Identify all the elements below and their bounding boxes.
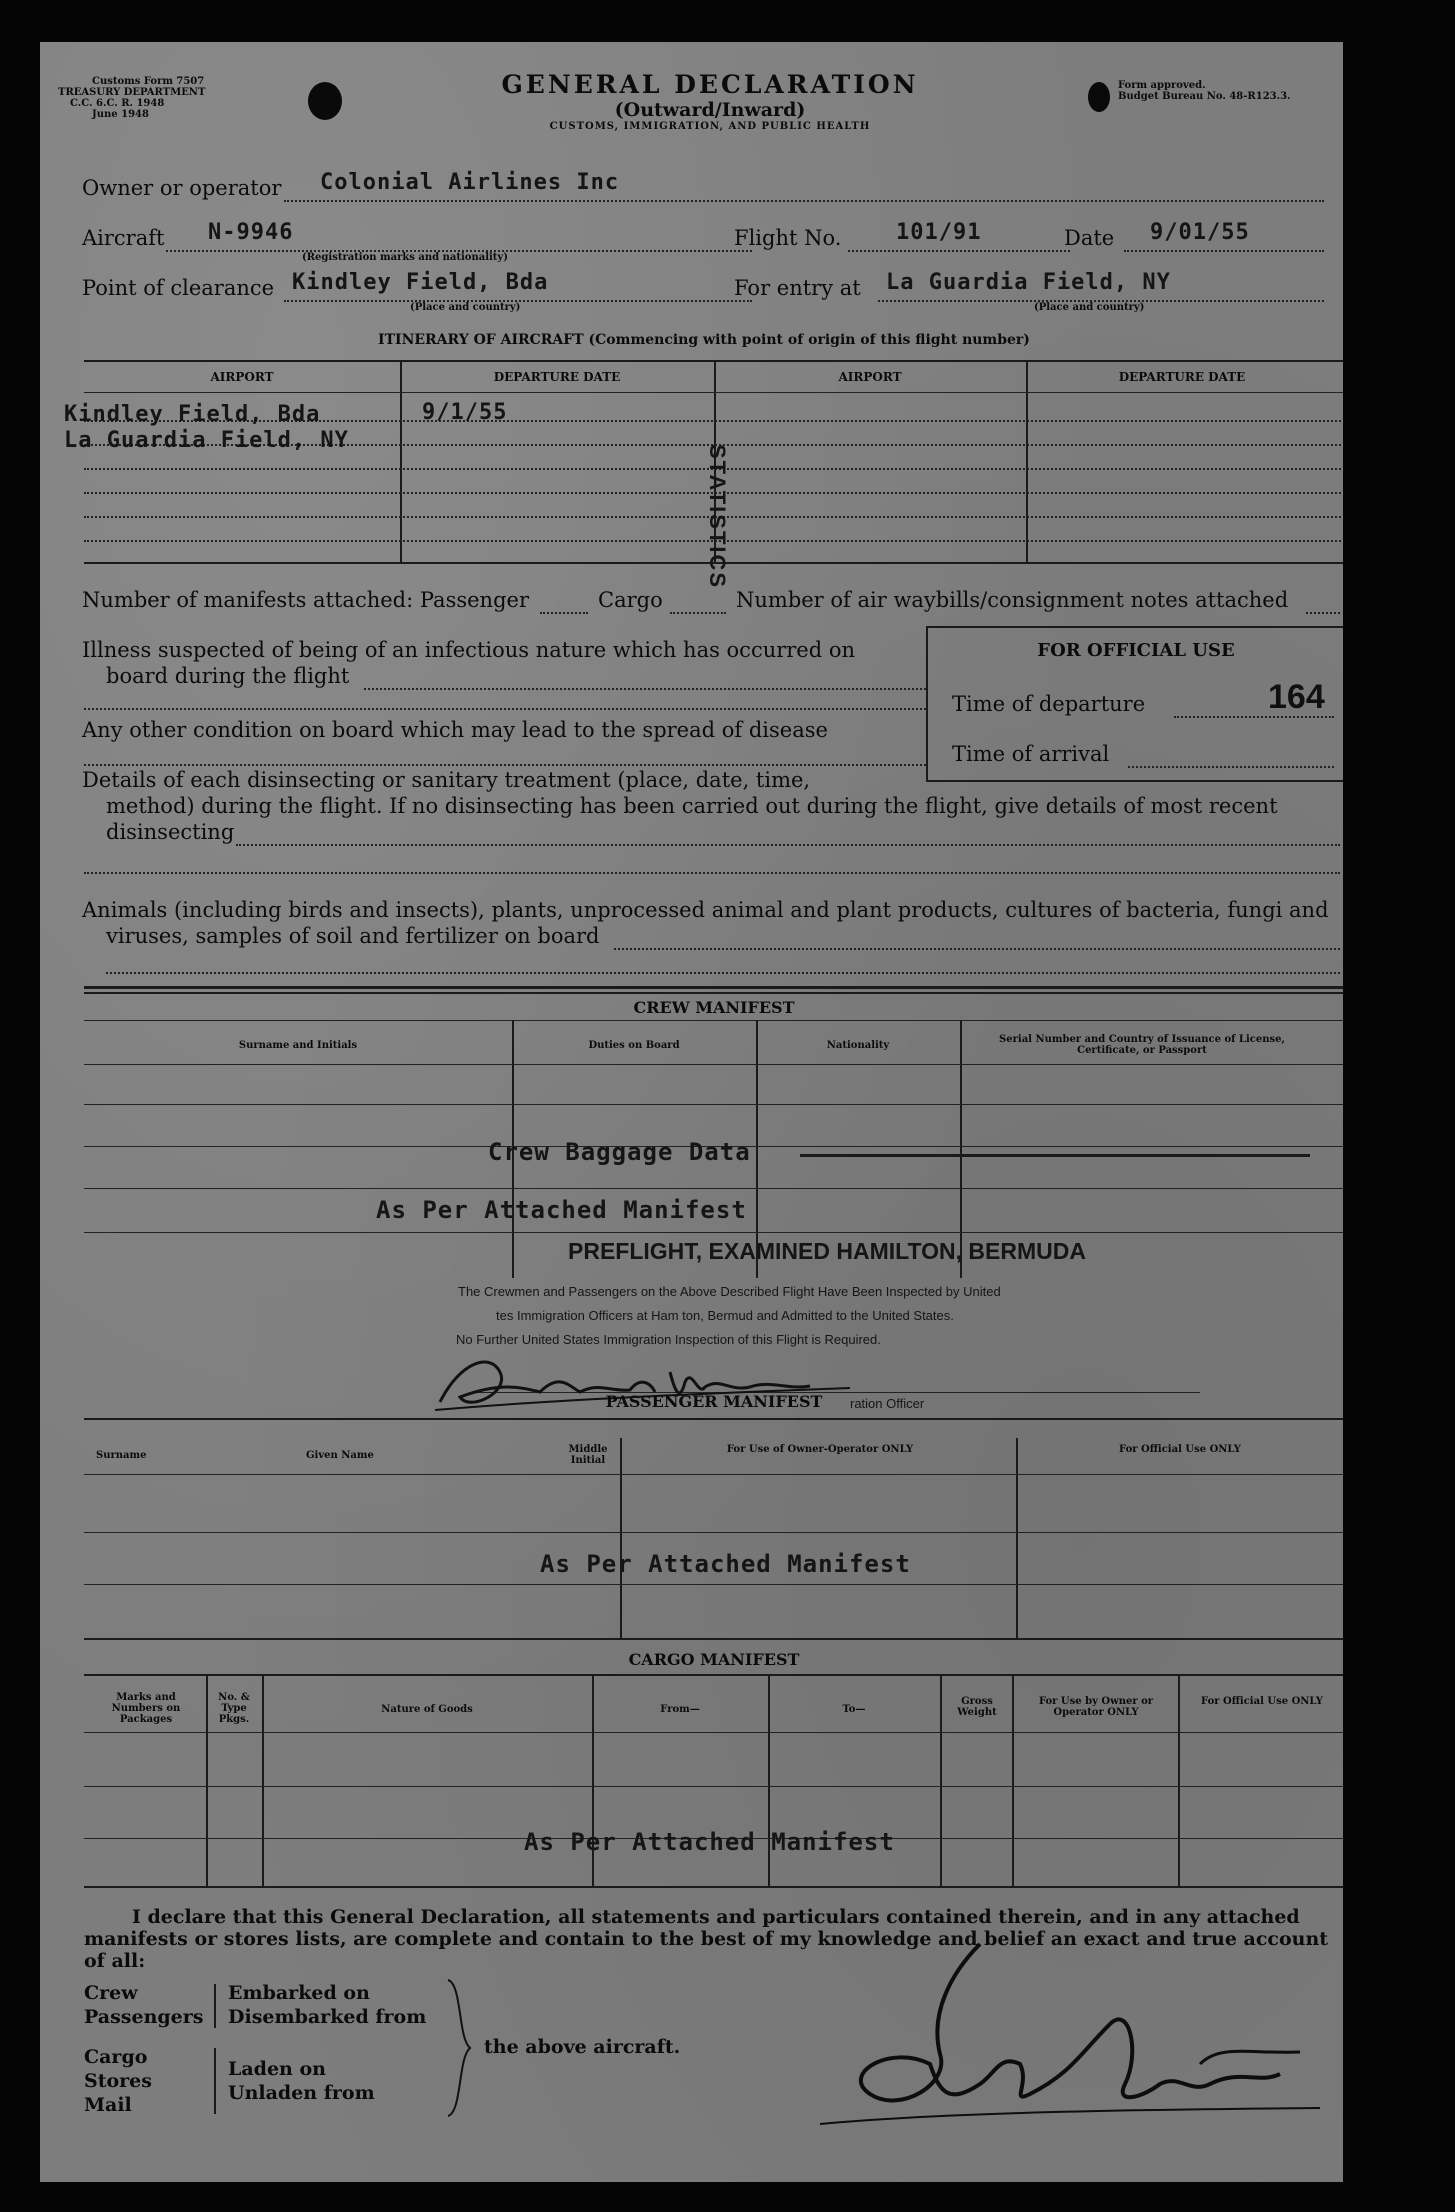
decl-brace [444, 1978, 474, 2118]
cargo-title: CARGO MANIFEST [628, 1650, 800, 1669]
condition-line: Any other condition on board which may lead to the spread of disease [82, 718, 828, 742]
cargo-col-owner: For Use by Owner or Operator ONLY [1038, 1696, 1154, 1718]
passenger-typed-manifest: As Per Attached Manifest [540, 1550, 911, 1578]
passenger-col-divider-2 [1016, 1438, 1018, 1638]
decl-bracket-2 [214, 2048, 216, 2114]
date-value: 9/01/55 [1150, 220, 1250, 245]
animals-line-1: Animals (including birds and insects), plants, unprocessed animal and plant products, cultures of bacteria, fungi and [82, 898, 1329, 922]
form-line-3: C.C. 6.C. R. 1948 [70, 98, 165, 109]
passenger-manifest-label: Number of manifests attached: Passenger [82, 588, 529, 612]
declaration-line-1: I declare that this General Declaration, all statements and particulars contained therein, and in any attached [132, 1906, 1300, 1928]
crew-col-surname: Surname and Initials [238, 1040, 358, 1051]
animals-answer-line [614, 948, 1340, 950]
crew-col-duties: Duties on Board [588, 1040, 680, 1051]
form-number-block [58, 76, 205, 120]
crew-top-rule-1 [84, 986, 1343, 989]
entry-value: La Guardia Field, NY [886, 270, 1171, 295]
illness-answer-line-2 [84, 708, 926, 710]
cargo-manifest-line [670, 612, 726, 614]
decl-unladen: Unladen from [228, 2082, 375, 2104]
officer-caption: ration Officer [850, 1396, 925, 1411]
decl-disembarked: Disembarked from [228, 2006, 427, 2028]
cargo-col-from: From— [660, 1704, 700, 1715]
animals-answer-line-2 [106, 972, 1340, 974]
punch-hole-left [308, 82, 342, 120]
illness-answer-line [364, 688, 926, 690]
passenger-col-official: For Official Use ONLY [1119, 1444, 1241, 1455]
decl-stores: Stores [84, 2070, 152, 2092]
illness-line-1: Illness suspected of being of an infectious nature which has occurred on [82, 638, 856, 662]
passenger-col-divider-1 [620, 1438, 622, 1638]
clearance-caption: (Place and country) [410, 302, 521, 313]
entry-caption: (Place and country) [1034, 302, 1145, 313]
preflight-stamp-line-2: tes Immigration Officers at Ham ton, Bermud and Admitted to the United States. [496, 1308, 954, 1323]
cargo-col-marks: Marks and Numbers on Packages [111, 1692, 181, 1725]
decl-mail: Mail [84, 2094, 132, 2116]
date-label: Date [1064, 226, 1115, 250]
preflight-stamp-line-3: No Further United States Immigration Inspection of this Flight is Required. [456, 1332, 881, 1347]
crew-typed-manifest: As Per Attached Manifest [376, 1196, 747, 1224]
itinerary-row-1-airport: Kindley Field, Bda [64, 402, 321, 427]
itinerary-col-divider-3 [1026, 360, 1028, 562]
passenger-col-given: Given Name [306, 1450, 374, 1461]
crew-row-rule-3 [84, 1188, 1343, 1189]
crew-typed-baggage: Crew Baggage Data [488, 1138, 751, 1166]
arrival-time-line [1128, 766, 1334, 768]
waybills-label: Number of air waybills/consignment notes attached [736, 588, 1289, 612]
crew-title-rule [84, 1020, 1343, 1021]
crew-top-rule-2 [84, 992, 1343, 994]
aircraft-value: N-9946 [208, 220, 294, 245]
departure-time-label: Time of departure [952, 692, 1146, 716]
declaration-line-2: manifests or stores lists, are complete and contain to the best of my knowledge and belief an exact and true account [84, 1928, 1329, 1950]
passenger-row-rule-1 [84, 1532, 1343, 1533]
approval-line-1: Form approved. [1118, 80, 1206, 91]
page-title: GENERAL DECLARATION [501, 70, 919, 99]
animals-line-2: viruses, samples of soil and fertilizer on board [106, 924, 600, 948]
clearance-label: Point of clearance [82, 276, 275, 300]
page-subtitle: (Outward/Inward) [614, 99, 806, 121]
disinsect-answer-line [236, 844, 1340, 846]
disinsect-line-3: disinsecting [106, 820, 235, 844]
form-line-4: June 1948 [92, 109, 149, 120]
cargo-manifest-label: Cargo [598, 588, 663, 612]
approval-block [1118, 80, 1291, 102]
pilot-signature [780, 1934, 1340, 2164]
disinsect-answer-line-2 [84, 872, 1340, 874]
owner-label: Owner or operator [82, 176, 282, 200]
waybills-line [1306, 612, 1340, 614]
owner-line [284, 200, 1324, 202]
cargo-col-packages: No. & Type Pkgs. [218, 1692, 250, 1725]
decl-passengers: Passengers [84, 2006, 204, 2028]
decl-embarked: Embarked on [228, 1982, 370, 2004]
crew-row-rule-4 [84, 1232, 1343, 1233]
decl-crew: Crew [84, 1982, 138, 2004]
preflight-stamp-line-1: The Crewmen and Passengers on the Above Described Flight Have Been Inspected by United [458, 1284, 1001, 1299]
statistics-stamp: STATISTICS [705, 444, 730, 590]
cargo-top-rule [84, 1674, 1343, 1676]
title-block [440, 70, 980, 132]
date-line [1124, 250, 1324, 252]
passenger-bottom-rule [84, 1638, 1343, 1640]
cargo-row-rule-1 [84, 1786, 1343, 1787]
owner-value: Colonial Airlines Inc [320, 170, 620, 195]
itinerary-row-2-airport: La Guardia Field, NY [64, 428, 349, 453]
flight-value: 101/91 [896, 220, 982, 245]
crew-col-serial: Serial Number and Country of Issuance of License, Certificate, or Passport [999, 1034, 1285, 1056]
aircraft-label: Aircraft [82, 226, 165, 250]
document-page [40, 42, 1343, 2182]
passenger-col-middle: Middle Initial [568, 1444, 608, 1466]
crew-title: CREW MANIFEST [633, 998, 795, 1017]
itinerary-col-airport-2: AIRPORT [838, 370, 902, 384]
disinsect-line-2: method) during the flight. If no disinsecting has been carried out during the flight, give details of most recent [106, 794, 1278, 818]
cargo-col-goods: Nature of Goods [381, 1704, 473, 1715]
disinsect-line-1: Details of each disinsecting or sanitary treatment (place, date, time, [82, 768, 811, 792]
passenger-header-rule [84, 1474, 1343, 1475]
crew-typed-underline [800, 1154, 1310, 1157]
flight-label: Flight No. [734, 226, 842, 250]
cargo-bottom-rule [84, 1886, 1343, 1888]
cargo-col-official: For Official Use ONLY [1201, 1696, 1323, 1707]
passenger-title: PASSENGER MANIFEST [605, 1392, 823, 1411]
itinerary-title: ITINERARY OF AIRCRAFT (Commencing with point of origin of this flight number) [378, 332, 1030, 348]
departure-time-value: 164 [1268, 678, 1325, 716]
itinerary-col-airport-1: AIRPORT [210, 370, 274, 384]
preflight-stamp-heading: PREFLIGHT, EXAMINED HAMILTON, BERMUDA [568, 1238, 1086, 1264]
aircraft-caption: (Registration marks and nationality) [302, 252, 508, 263]
passenger-row-rule-2 [84, 1584, 1343, 1585]
decl-bracket-1 [214, 1984, 216, 2028]
decl-laden: Laden on [228, 2058, 326, 2080]
page-subheading: CUSTOMS, IMMIGRATION, AND PUBLIC HEALTH [549, 121, 871, 132]
cargo-col-weight: Gross Weight [957, 1696, 997, 1718]
cargo-header-rule [84, 1732, 1343, 1733]
cargo-col-to: To— [842, 1704, 866, 1715]
cargo-col-divider-5 [940, 1674, 942, 1886]
arrival-time-label: Time of arrival [952, 742, 1110, 766]
crew-col-nationality: Nationality [826, 1040, 890, 1051]
crew-header-rule [84, 1064, 1343, 1065]
clearance-value: Kindley Field, Bda [292, 270, 549, 295]
official-use-title: FOR OFFICIAL USE [1037, 640, 1235, 661]
crew-row-rule-1 [84, 1104, 1343, 1105]
itinerary-col-date-1: DEPARTURE DATE [493, 370, 621, 384]
passenger-manifest-line [540, 612, 588, 614]
approval-line-2: Budget Bureau No. 48-R123.3. [1118, 91, 1291, 102]
itinerary-row-1-date: 9/1/55 [422, 400, 508, 425]
declaration-line-3: of all: [84, 1950, 146, 1972]
condition-answer-line [84, 764, 926, 766]
illness-line-2: board during the flight [106, 664, 350, 688]
passenger-col-owner: For Use of Owner-Operator ONLY [726, 1444, 914, 1455]
passenger-top-rule [84, 1418, 1343, 1420]
cargo-col-divider-7 [1178, 1674, 1180, 1886]
cargo-typed-manifest: As Per Attached Manifest [524, 1828, 895, 1856]
decl-cargo: Cargo [84, 2046, 148, 2068]
itinerary-header-rule [84, 392, 1343, 393]
form-line-2: TREASURY DEPARTMENT [58, 87, 206, 98]
flight-line [848, 250, 1070, 252]
itinerary-col-divider-1 [400, 360, 402, 562]
entry-label: For entry at [734, 276, 861, 300]
itinerary-col-date-2: DEPARTURE DATE [1118, 370, 1246, 384]
decl-above-aircraft: the above aircraft. [484, 2036, 681, 2058]
cargo-col-divider-6 [1012, 1674, 1014, 1886]
punch-hole-right [1088, 82, 1110, 112]
passenger-col-surname: Surname [96, 1450, 147, 1461]
form-line-1: Customs Form 7507 [92, 76, 205, 87]
